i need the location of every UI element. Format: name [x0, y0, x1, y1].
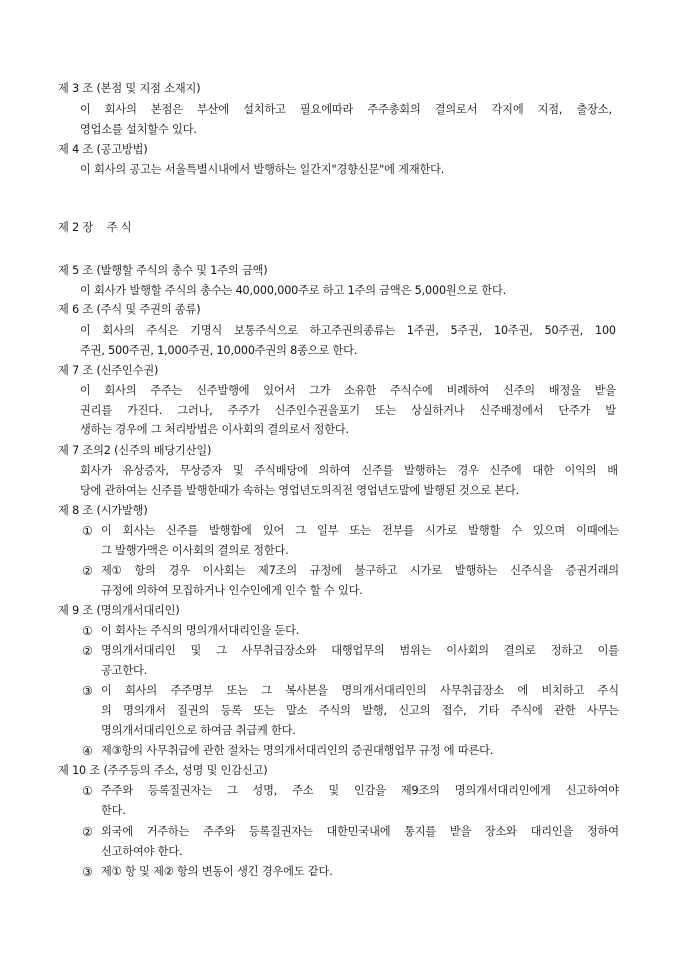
article-7-2-heading: 제 7 조의2 (신주의 배당기산일): [58, 444, 212, 457]
article-7-line-3: 생하는 경우에 그 처리방법은 이사회의 결의로서 정한다.: [80, 423, 349, 436]
article-5-heading: 제 5 조 (발행할 주식의 총수 및 1주의 금액): [58, 264, 268, 277]
article-9-item-4-line-1: 제③항의 사무취급에 관한 절차는 명의개서대리인의 증권대행업무 규정 에 따른다.: [101, 744, 494, 757]
article-9-item-3-line-1: 이 회사의 주주명부 또는 그 복사본을 명의개서대리인의 사무취급장소 에 비치하고 주식: [101, 684, 619, 697]
article-8-item-2-line-1: 제① 항의 경우 이사회는 제7조의 규정에 불구하고 시가로 발행하는 신주식을 증권거래의: [101, 564, 619, 577]
article-7-2-line-1: 회사가 유상증자, 무상증자 및 주식배당에 의하여 신주를 발행하는 경우 신주에 대한 이익의 배: [80, 464, 618, 477]
article-9-item-1-line-1: 이 회사는 주식의 명의개서대리인을 둔다.: [101, 624, 300, 637]
article-3-line-2: 영업소를 설치할수 있다.: [80, 123, 197, 136]
article-7-heading: 제 7 조 (신주인수권): [58, 364, 159, 377]
article-3-line-1: 이 회사의 본점은 부산에 설치하고 필요에따라 주주총회의 결의로서 각지에 지점, 출장소,: [80, 103, 612, 116]
article-8-item-2-marker: ②: [82, 564, 93, 578]
article-9-item-2-marker: ②: [82, 644, 93, 658]
article-9-heading: 제 9 조 (명의개서대리인): [58, 604, 180, 617]
chapter-2-heading: 제 2 장 주 식: [58, 221, 132, 234]
article-4-line-1: 이 회사의 공고는 서울특별시내에서 발행하는 일간지"경향신문"에 게재한다.: [80, 163, 445, 176]
article-10-item-2-line-2: 신고하여야 한다.: [101, 845, 183, 858]
article-6-line-1: 이 회사의 주식은 기명식 보통주식으로 하고주권의종류는 1주권, 5주권, 10주권, 50주권, 100: [80, 324, 616, 337]
article-9-item-2-line-2: 공고한다.: [101, 664, 148, 677]
article-9-item-3-line-3: 명의개서대리인으로 하여금 취급케 한다.: [101, 724, 296, 737]
article-3-heading: 제 3 조 (본점 및 지점 소재지): [58, 82, 201, 95]
article-8-item-1-line-1: 이 회사는 신주를 발행함에 있어 그 일부 또는 전부를 시가로 발행할 수 있으며 이때에는: [101, 524, 619, 537]
article-4-heading: 제 4 조 (공고방법): [58, 143, 148, 156]
article-8-item-1-line-2: 그 발행가액은 이사회의 결의로 정한다.: [101, 544, 289, 557]
article-9-item-3-marker: ③: [82, 684, 93, 698]
article-9-item-2-line-1: 명의개서대리인 및 그 사무취급장소와 대행업무의 범위는 이사회의 결의로 정하고 이를: [101, 644, 619, 657]
article-9-item-3-line-2: 의 명의개서 질권의 등록 또는 말소 주식의 발행, 신고의 접수, 기타 주식에 관한 사무는: [101, 704, 619, 717]
article-8-item-2-line-2: 규정에 의하여 모집하거나 인수인에게 인수 할 수 있다.: [101, 584, 363, 597]
article-8-item-1-marker: ①: [82, 524, 93, 538]
article-10-item-3-marker: ③: [82, 865, 93, 879]
article-6-line-2: 주권, 500주권, 1,000주권, 10,000주권의 8종으로 한다.: [80, 344, 358, 357]
article-10-item-1-marker: ①: [82, 784, 93, 798]
article-7-line-1: 이 회사의 주주는 신주발행에 있어서 그가 소유한 주식수에 비례하여 신주의 배정을 받을: [80, 384, 616, 397]
article-10-item-1-line-2: 한다.: [101, 804, 126, 817]
article-7-line-2: 권리를 가진다. 그러나, 주주가 신주인수권을포기 또는 상실하거나 신주배정에서 단주가 발: [80, 404, 616, 417]
article-9-item-4-marker: ④: [82, 744, 93, 758]
article-10-item-1-line-1: 주주와 등록질권자는 그 성명, 주소 및 인감을 제9조의 명의개서대리인에게 신고하여야: [101, 784, 619, 797]
article-10-item-2-marker: ②: [82, 825, 93, 839]
article-8-heading: 제 8 조 (시가발행): [58, 504, 148, 517]
article-9-item-1-marker: ①: [82, 624, 93, 638]
article-10-item-3-line-1: 제① 항 및 제② 항의 변동이 생긴 경우에도 같다.: [101, 865, 333, 878]
article-10-item-2-line-1: 외국에 거주하는 주주와 등록질권자는 대한민국내에 통지를 받을 장소와 대리인을 정하여: [101, 825, 619, 838]
article-7-2-line-2: 당에 관하여는 신주를 발행한때가 속하는 영업년도의직전 영업년도말에 발행된 것으로 본다.: [80, 484, 520, 497]
article-10-heading: 제 10 조 (주주등의 주소, 성명 및 인감신고): [58, 764, 268, 777]
article-6-heading: 제 6 조 (주식 및 주권의 종류): [58, 303, 201, 316]
article-5-line-1: 이 회사가 발행할 주식의 총수는 40,000,000주로 하고 1주의 금액은 5,000원으로 한다.: [80, 284, 507, 297]
